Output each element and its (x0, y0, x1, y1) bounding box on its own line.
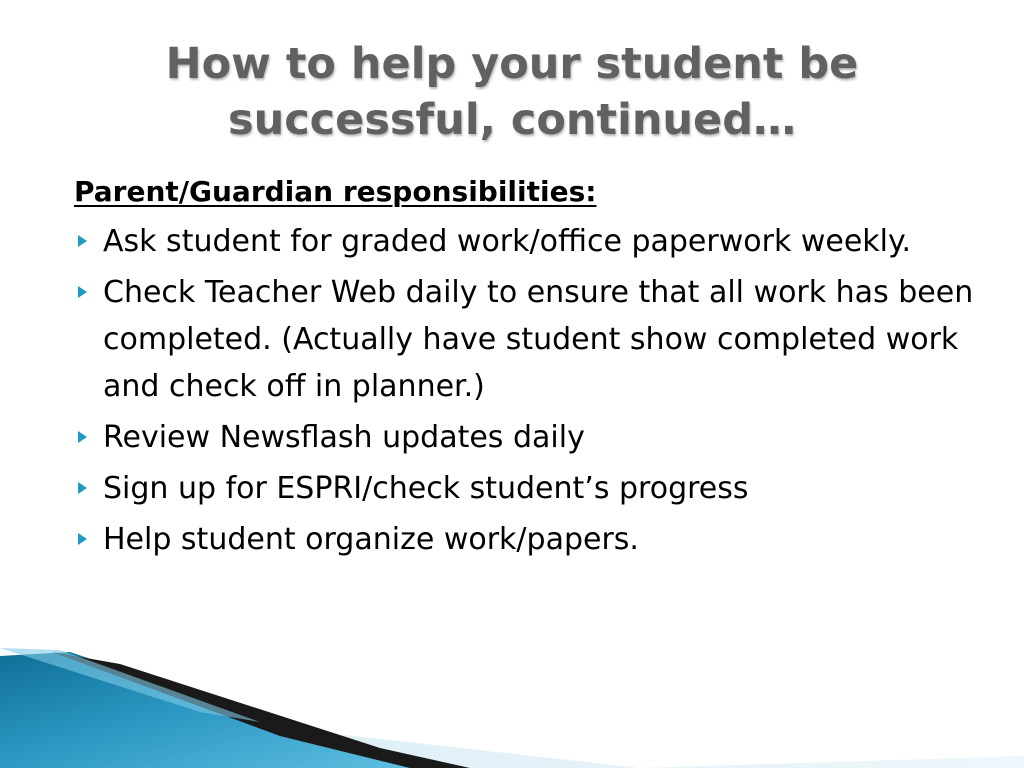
bullet-text: Help student organize work/papers. (103, 522, 639, 557)
triangle-right-icon (78, 431, 87, 443)
bullet-item (74, 465, 974, 512)
bullet-text: Check Teacher Web daily to ensure that all work has been completed. (Actually have student show completed work and check off in planner.) (103, 275, 974, 404)
bullet-item (74, 269, 974, 410)
triangle-right-icon (78, 235, 87, 247)
slide-title: How to help your student be successful, continued… (165, 39, 859, 145)
bullet-list (74, 218, 974, 563)
triangle-right-icon (78, 286, 87, 298)
triangle-right-icon (78, 482, 87, 494)
bullet-text: Ask student for graded work/office paperwork weekly. (103, 224, 912, 259)
bullet-item (74, 516, 974, 563)
section-heading: Parent/Guardian responsibilities: (74, 175, 597, 208)
bullet-item (74, 218, 974, 265)
slide-content (74, 172, 974, 567)
bullet-text: Review Newsflash updates daily (103, 420, 585, 455)
triangle-right-icon (78, 533, 87, 545)
bullet-text: Sign up for ESPRI/check student’s progress (103, 471, 749, 506)
decorative-wave-corner (0, 638, 1024, 768)
bullet-item (74, 414, 974, 461)
